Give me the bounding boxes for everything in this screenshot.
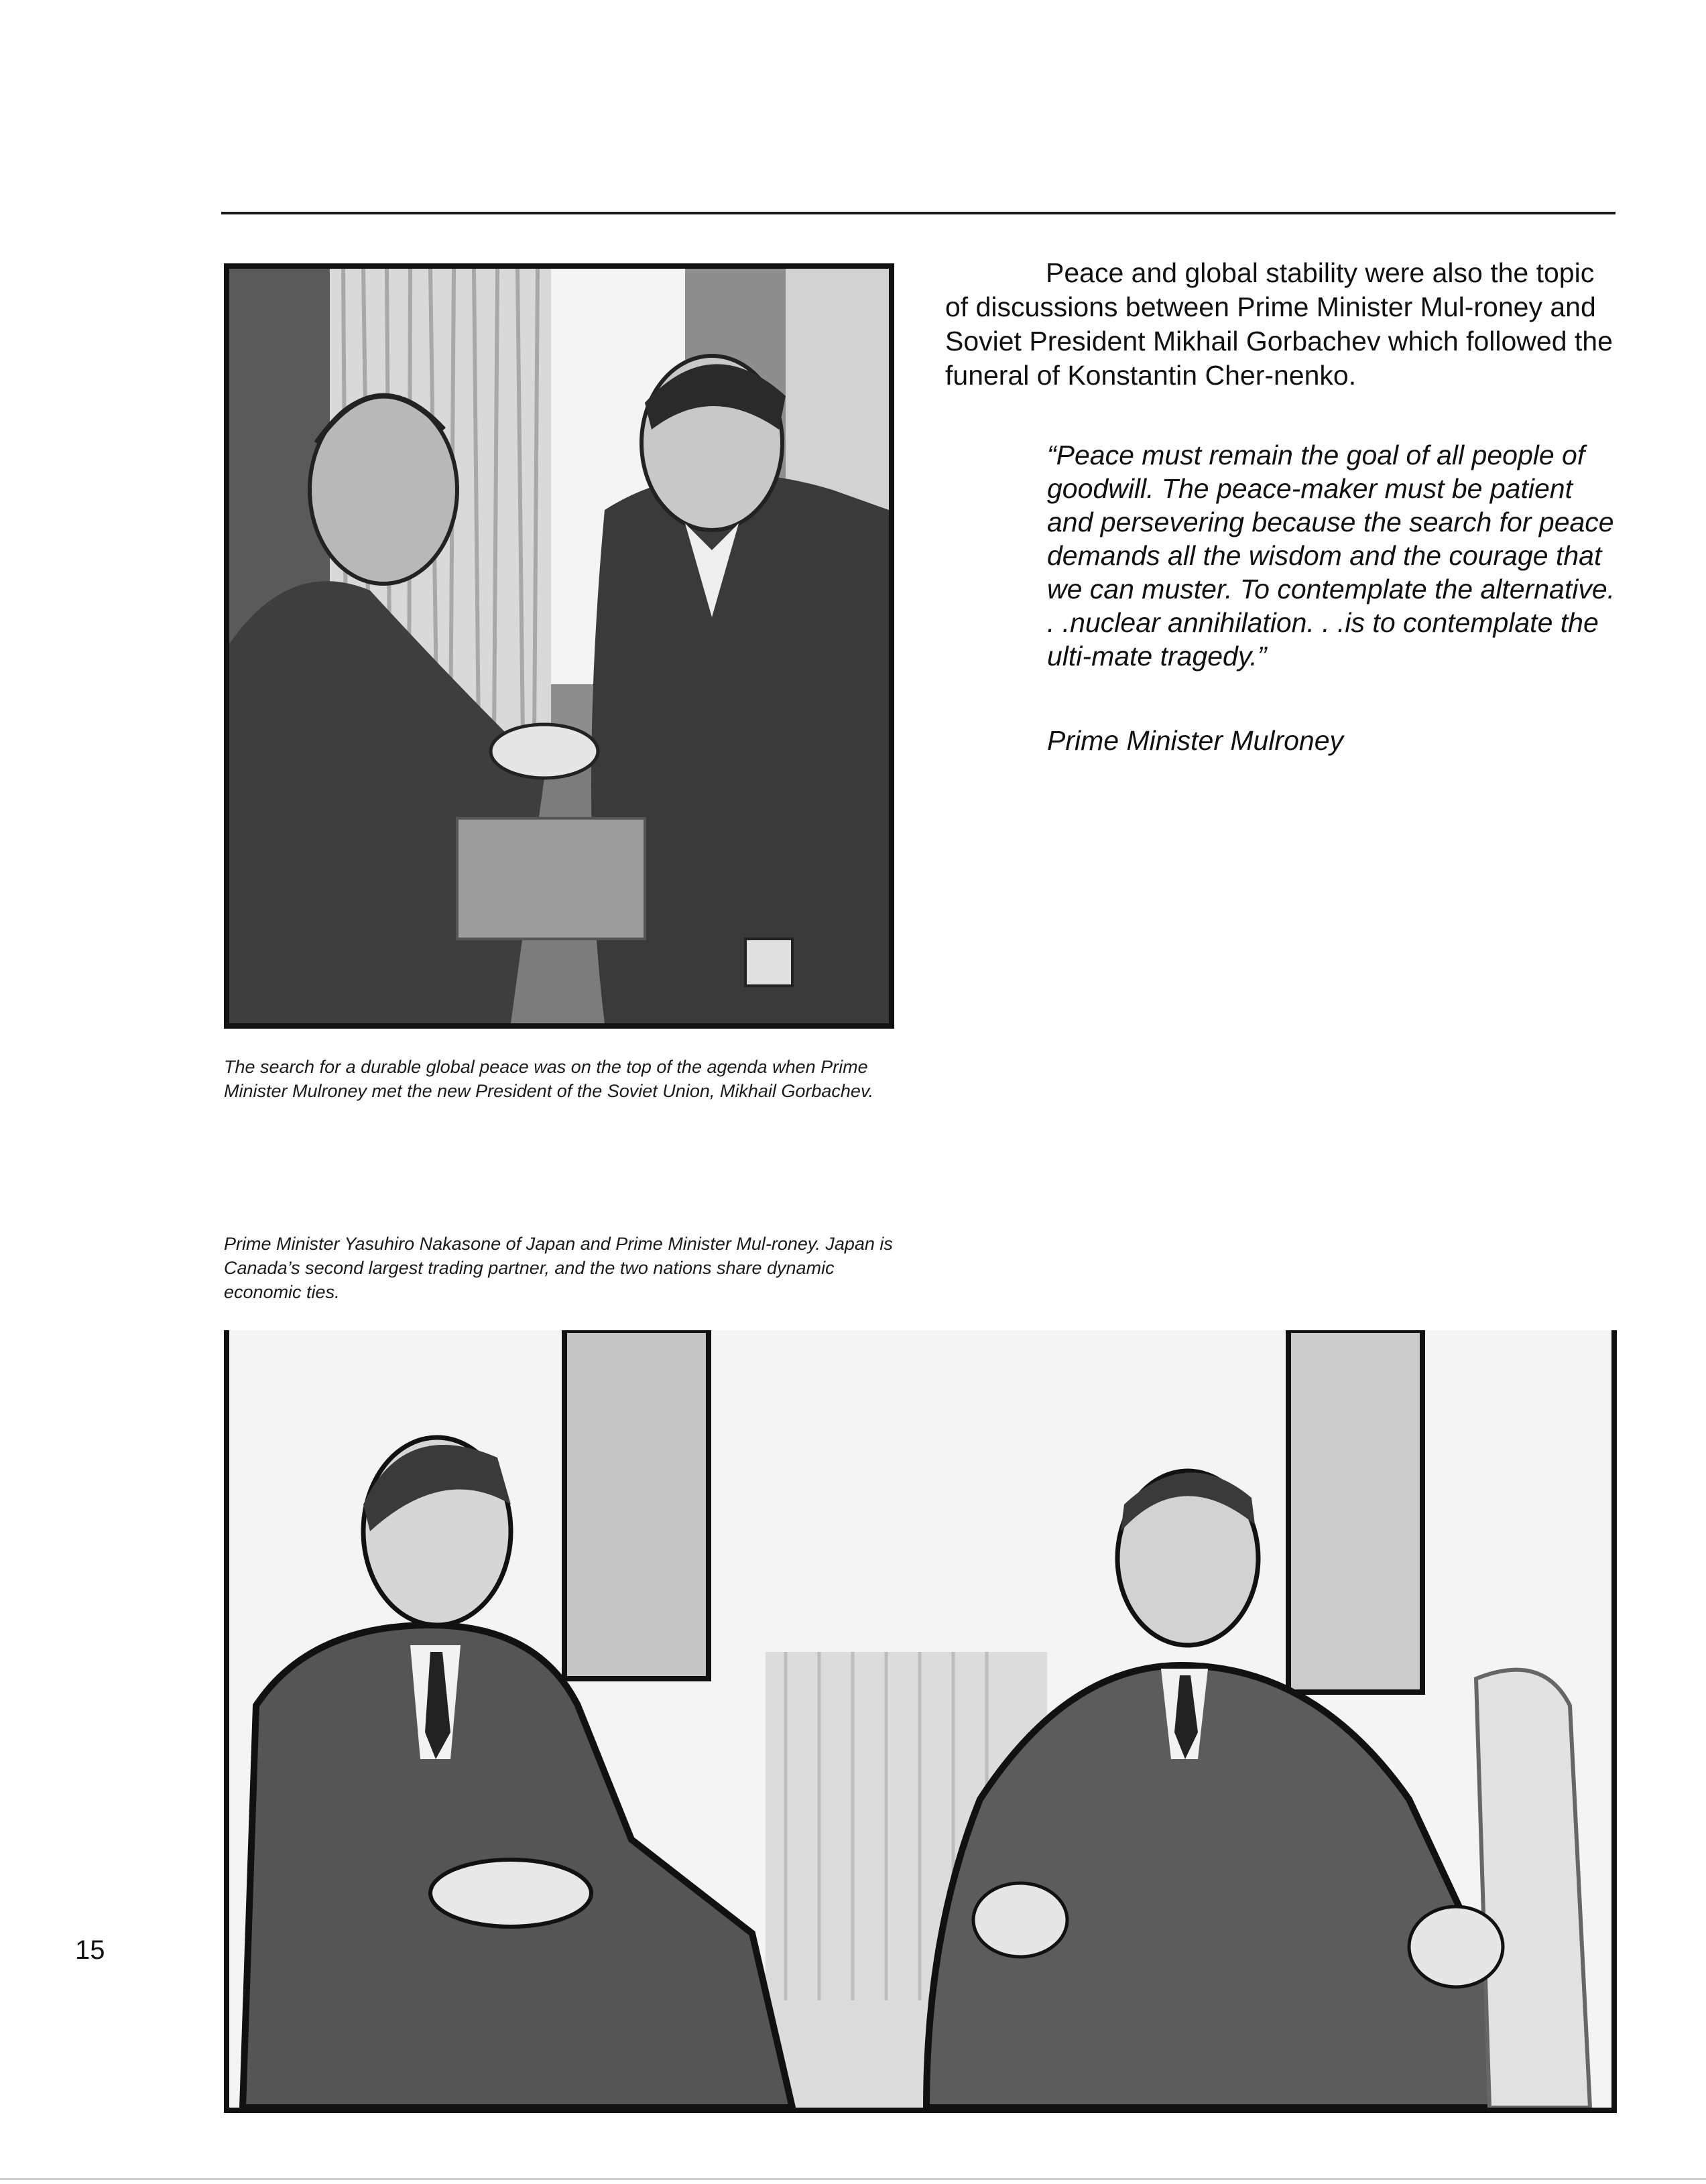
quote-attribution: Prime Minister Mulroney bbox=[1047, 725, 1343, 756]
article-paragraph-text: Peace and global stability were also the topic of discussions between Prime Minister Mul-roney and Soviet President Mikhail Gorbachev which followed the funeral of Konstantin Cher-nenko. bbox=[945, 257, 1613, 391]
photo-handshake bbox=[224, 263, 894, 1029]
photo-caption-handshake: The search for a durable global peace was on the top of the agenda when Prime Minister Mulroney met the new President of the Soviet Union, Mikhail Gorbachev. bbox=[224, 1057, 873, 1101]
seated-leaders-illustration bbox=[229, 1330, 1611, 2108]
page-edge-line bbox=[0, 2178, 1706, 2180]
photo-caption-seated-leaders: Prime Minister Yasuhiro Nakasone of Japan and Prime Minister Mul-roney. Japan is Canada’s second largest trading partner, and the two nations share dynamic economic ties. bbox=[224, 1234, 893, 1302]
photo-seated-leaders bbox=[224, 1330, 1617, 2113]
page-number: 15 bbox=[75, 1935, 105, 1965]
pull-quote-text: “Peace must remain the goal of all people of goodwill. The peace-maker must be patient and persevering because the search for peace demands all the wisdom and the courage that we can muster. To contemplate the alternative. . .nuclear annihilation. . .is to contemplate the ulti-mate tragedy.” bbox=[1047, 440, 1616, 671]
handshake-illustration bbox=[229, 269, 889, 1023]
article-paragraph bbox=[945, 256, 1616, 393]
header-rule bbox=[221, 212, 1616, 214]
pull-quote bbox=[1047, 438, 1617, 673]
